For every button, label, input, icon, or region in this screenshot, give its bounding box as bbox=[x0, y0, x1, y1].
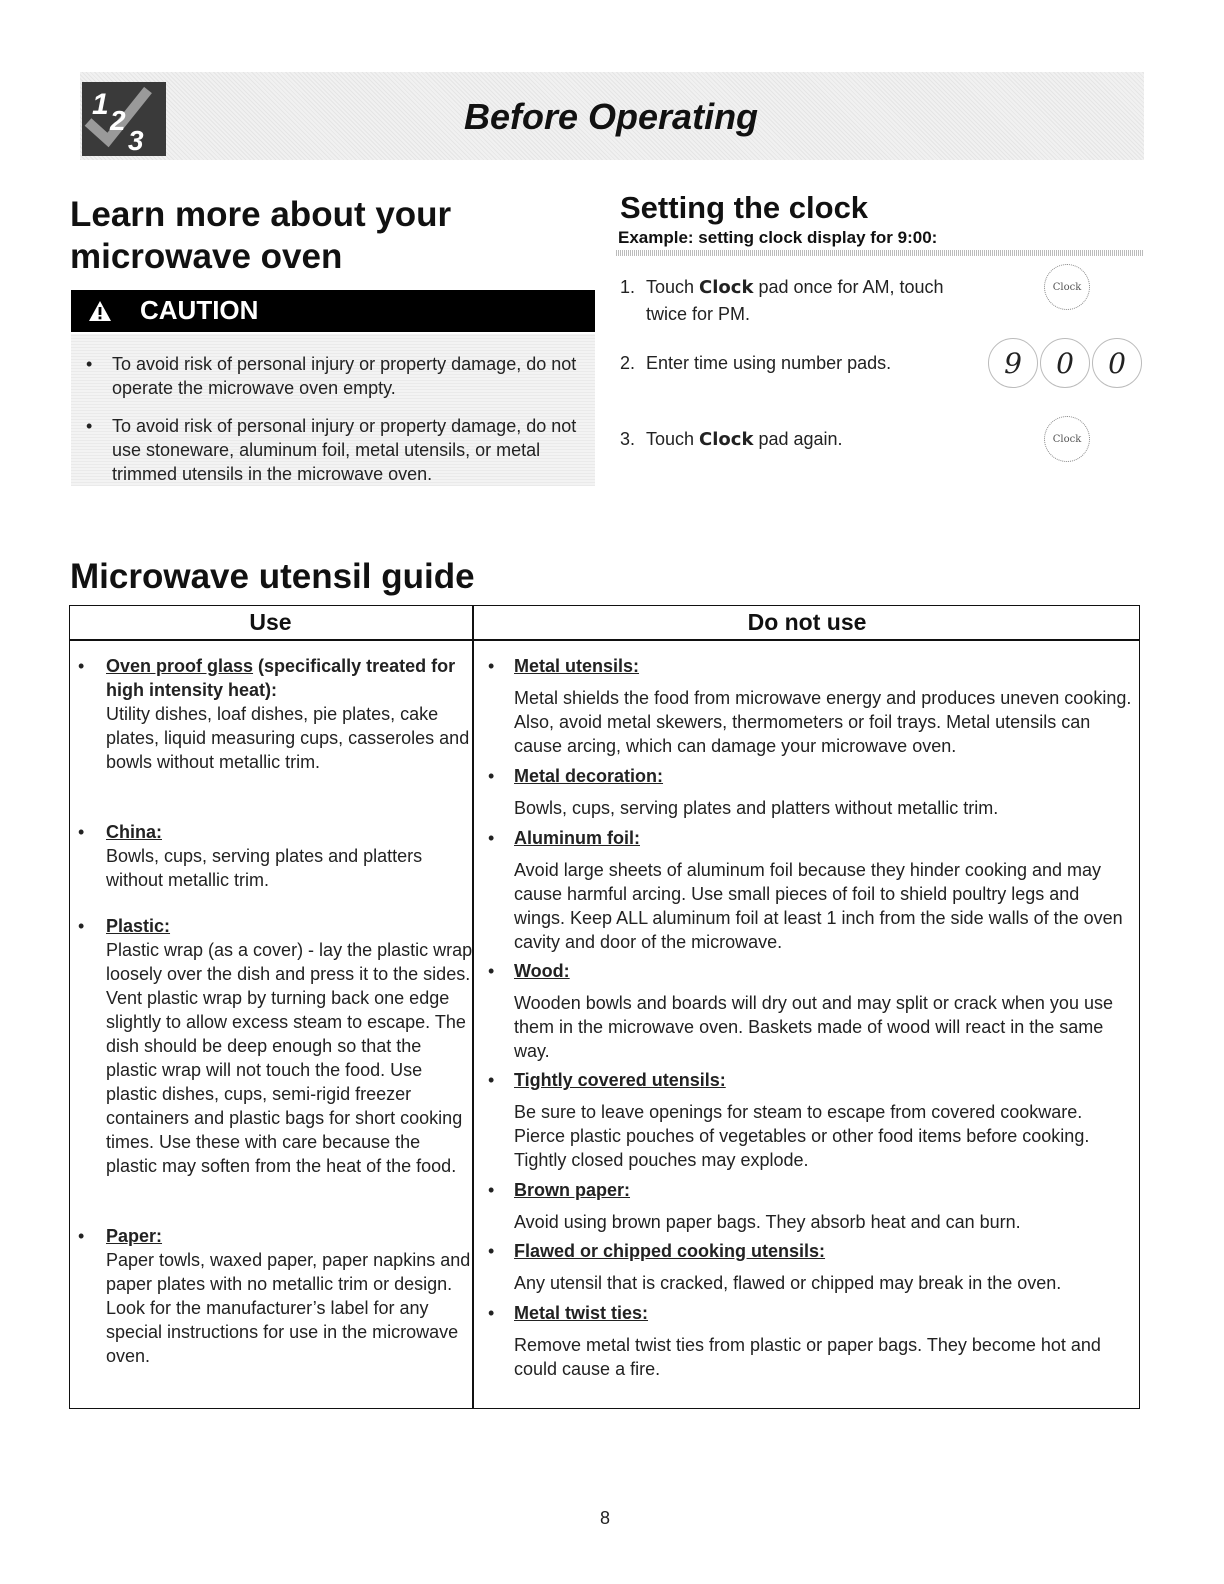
use-item bbox=[78, 914, 476, 1178]
use-item-title-underlined: Oven proof glass bbox=[106, 656, 254, 676]
bullet-icon: • bbox=[488, 1180, 495, 1200]
step-text-post: pad again. bbox=[753, 429, 843, 449]
do-not-use-item bbox=[488, 826, 1134, 954]
do-not-use-item bbox=[488, 654, 1134, 758]
clock-pad-button[interactable]: Clock bbox=[1044, 264, 1090, 310]
do-not-use-item-title: Metal decoration: bbox=[514, 766, 664, 786]
use-item-title-underlined: Paper: bbox=[106, 1226, 163, 1246]
number-pad-0[interactable]: 0 bbox=[1092, 338, 1142, 388]
bullet-icon: • bbox=[488, 1070, 495, 1090]
step-number: 3. bbox=[620, 429, 636, 449]
do-not-use-item-title: Wood: bbox=[514, 961, 570, 981]
bullet-icon: • bbox=[86, 354, 93, 374]
bullet-icon: • bbox=[488, 656, 495, 676]
use-item bbox=[78, 654, 476, 774]
caution-item-text: To avoid risk of personal injury or property damage, do not use stoneware, aluminum foil, metal utensils, or metal trimmed utensils in the microwave oven. bbox=[112, 416, 577, 484]
do-not-use-item bbox=[488, 1068, 1134, 1172]
divider bbox=[616, 250, 1144, 256]
step-number: 1. bbox=[620, 277, 636, 297]
learn-more-heading-line1: Learn more about your bbox=[70, 195, 452, 234]
do-not-use-item-title: Metal utensils: bbox=[514, 656, 640, 676]
do-not-use-item-body: Avoid using brown paper bags. They absorb heat and can burn. bbox=[514, 1212, 1021, 1232]
use-item-title bbox=[106, 914, 476, 938]
use-item-title bbox=[106, 654, 476, 702]
clock-step bbox=[620, 274, 980, 328]
use-item bbox=[78, 1224, 476, 1368]
do-not-use-item bbox=[488, 1239, 1134, 1295]
logo-digit-1: 1 bbox=[92, 88, 109, 121]
use-item-title bbox=[106, 1224, 476, 1248]
step-text-bold: Clock bbox=[699, 277, 754, 298]
use-item-body: Plastic wrap (as a cover) - lay the plastic wrap loosely over the dish and press it to the sides. Vent plastic wrap by turning back one edge slightly to allow excess steam to escape. The dish should be deep enough so that the plastic wrap will not touch the food. Use plastic dishes, cups, semi-rigid freezer containers and plastic bags for short cooking times. Use these with care because the plastic may soften from the heat of the food. bbox=[106, 940, 473, 1176]
caution-label: CAUTION bbox=[140, 295, 259, 325]
number-pad-0[interactable]: 0 bbox=[1040, 338, 1090, 388]
bullet-icon: • bbox=[488, 1303, 495, 1323]
do-not-use-item-body: Any utensil that is cracked, flawed or chipped may break in the oven. bbox=[514, 1273, 1062, 1293]
step-number: 2. bbox=[620, 353, 636, 373]
step-text bbox=[646, 426, 966, 453]
bullet-icon: • bbox=[78, 916, 85, 936]
learn-more-heading bbox=[70, 194, 590, 278]
do-not-use-item bbox=[488, 764, 1134, 820]
step-text-pre: Touch bbox=[646, 277, 700, 297]
header-rule bbox=[69, 639, 1140, 641]
caution-item-text: To avoid risk of personal injury or property damage, do not operate the microwave oven empty. bbox=[112, 354, 577, 398]
logo-digit-2: 2 bbox=[110, 105, 126, 136]
number-pad-9[interactable]: 9 bbox=[988, 338, 1038, 388]
do-not-use-item-body: Remove metal twist ties from plastic or paper bags. They become hot and could cause a fire. bbox=[514, 1335, 1101, 1379]
utensil-guide-heading: Microwave utensil guide bbox=[70, 557, 475, 596]
use-item bbox=[78, 820, 476, 892]
do-not-use-item-title: Metal twist ties: bbox=[514, 1303, 649, 1323]
warning-icon bbox=[88, 300, 112, 322]
bullet-icon: • bbox=[86, 416, 93, 436]
step-text-post: pad once for AM, touch twice for PM. bbox=[646, 277, 944, 324]
step-text-pre: Touch bbox=[646, 429, 700, 449]
do-not-use-item bbox=[488, 1301, 1134, 1381]
bullet-icon: • bbox=[78, 1226, 85, 1246]
clock-step bbox=[620, 350, 980, 380]
step-text-bold: Clock bbox=[699, 429, 754, 450]
logo-digit-3: 3 bbox=[128, 125, 144, 156]
do-not-use-item-body: Avoid large sheets of aluminum foil because they hinder cooking and may cause harmful arcing. Use small pieces of foil to shield poultry legs and wings. Keep ALL aluminum foil at least 1 inch from the side walls of the oven cavity and door of the microwave. bbox=[514, 860, 1123, 952]
section-title: Before Operating bbox=[464, 96, 759, 137]
use-item-body: Bowls, cups, serving plates and platters without metallic trim. bbox=[106, 846, 423, 890]
bullet-icon: • bbox=[78, 656, 85, 676]
do-not-use-item-body: Wooden bowls and boards will dry out and may split or crack when you use them in the microwave oven. Baskets made of wood will react in the same way. bbox=[514, 993, 1113, 1061]
bullet-icon: • bbox=[488, 766, 495, 786]
do-not-use-item-body: Metal shields the food from microwave energy and produces uneven cooking. Also, avoid metal skewers, thermometers or foil trays. Metal utensils can cause arcing, which can damage your microwave oven. bbox=[514, 688, 1132, 756]
clock-example-subtitle: Example: setting clock display for 9:00: bbox=[618, 228, 938, 247]
do-not-use-item-title: Flawed or chipped cooking utensils: bbox=[514, 1241, 826, 1261]
caution-item bbox=[86, 352, 587, 400]
use-item-title bbox=[106, 820, 476, 844]
page-number: 8 bbox=[600, 1508, 611, 1528]
use-item-title-underlined: Plastic: bbox=[106, 916, 171, 936]
clock-heading: Setting the clock bbox=[620, 190, 869, 225]
do-not-use-item-title: Tightly covered utensils: bbox=[514, 1070, 726, 1090]
use-item-body: Paper towls, waxed paper, paper napkins and paper plates with no metallic trim or design. Look for the manufacturer’s label for any special instructions for use in the microwave oven. bbox=[106, 1250, 471, 1366]
do-not-use-item bbox=[488, 1178, 1134, 1234]
do-not-use-item-title: Brown paper: bbox=[514, 1180, 631, 1200]
do-not-use-item-title: Aluminum foil: bbox=[514, 828, 640, 848]
bullet-icon: • bbox=[488, 828, 495, 848]
bullet-icon: • bbox=[78, 822, 85, 842]
clock-step bbox=[620, 426, 980, 456]
use-item-body: Utility dishes, loaf dishes, pie plates, cake plates, liquid measuring cups, casseroles and bowls without metallic trim. bbox=[106, 704, 470, 772]
do-not-use-item-body: Bowls, cups, serving plates and platters without metallic trim. bbox=[514, 798, 999, 818]
do-not-use-item bbox=[488, 959, 1134, 1063]
bullet-icon: • bbox=[488, 961, 495, 981]
use-item-title-extra: (specifically treated for high intensity heat): bbox=[106, 656, 456, 700]
clock-pad-button[interactable]: Clock bbox=[1044, 416, 1090, 462]
do-not-use-column-header: Do not use bbox=[747, 609, 867, 635]
checklist-123-icon bbox=[82, 82, 166, 156]
bullet-icon: • bbox=[488, 1241, 495, 1261]
use-column-header: Use bbox=[249, 609, 292, 635]
use-item-title-underlined: China: bbox=[106, 822, 162, 842]
caution-item bbox=[86, 414, 587, 486]
do-not-use-item-body: Be sure to leave openings for steam to escape from covered cookware. Pierce plastic pouches of vegetables or other food items before cooking. Tightly closed pouches may explode. bbox=[514, 1102, 1090, 1170]
learn-more-heading-line2: microwave oven bbox=[70, 237, 343, 276]
step-text bbox=[646, 274, 966, 327]
step-text: Enter time using number pads. bbox=[646, 353, 892, 373]
